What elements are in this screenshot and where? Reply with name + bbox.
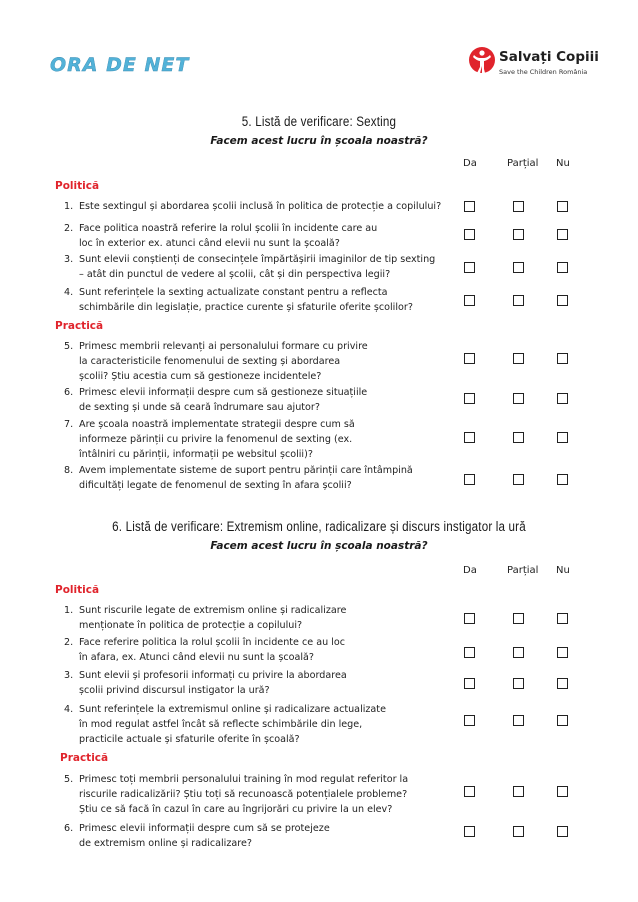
item-number: 3. bbox=[64, 254, 74, 265]
item-text-line: Face politica noastră referire la rolul școlii în incidente care au bbox=[79, 223, 378, 234]
item-text-line: Primesc toți membrii personalului training în mod regulat referitor la bbox=[79, 774, 409, 785]
checkbox-da[interactable] bbox=[464, 262, 475, 273]
checkbox-partial[interactable] bbox=[513, 474, 524, 485]
ora-de-net-logo-text: ORA DE NET bbox=[50, 54, 190, 76]
checkbox-da[interactable] bbox=[464, 715, 475, 726]
checkbox-partial[interactable] bbox=[513, 678, 524, 689]
section5-col-partial: Parțial bbox=[507, 158, 539, 169]
checkbox-partial[interactable] bbox=[513, 786, 524, 797]
checkbox-partial[interactable] bbox=[513, 353, 524, 364]
checkbox-partial[interactable] bbox=[513, 715, 524, 726]
save-the-children-subtitle: Save the Children România bbox=[499, 68, 588, 76]
item-text-line: Sunt riscurile legate de extremism online și radicalizare bbox=[79, 605, 347, 616]
checkbox-da[interactable] bbox=[464, 474, 475, 485]
item-text bbox=[79, 417, 449, 462]
item-text-line: – atât din punctul de vedere al școlii, cât și din perspectiva legii? bbox=[79, 269, 391, 280]
checkbox-partial[interactable] bbox=[513, 826, 524, 837]
section5-col-nu: Nu bbox=[556, 158, 570, 169]
section6-col-nu: Nu bbox=[556, 565, 570, 576]
section6-title: 6. Listă de verificare: Extremism online, radicalizare și discurs instigator la ură bbox=[112, 519, 526, 534]
checkbox-partial[interactable] bbox=[513, 393, 524, 404]
section6-col-partial: Parțial bbox=[507, 565, 539, 576]
item-text bbox=[79, 221, 449, 251]
item-number: 5. bbox=[64, 774, 74, 785]
item-text-line: de extremism online și radicalizare? bbox=[79, 838, 252, 849]
checkbox-nu[interactable] bbox=[557, 229, 568, 240]
checkbox-da[interactable] bbox=[464, 826, 475, 837]
item-text-line: loc în exterior ex. atunci când elevii nu sunt la școală? bbox=[79, 238, 340, 249]
item-text-line: în mod regulat astfel încât să reflecte schimbările din lege, bbox=[79, 719, 363, 730]
checkbox-da[interactable] bbox=[464, 786, 475, 797]
section6-category-practice: Practică bbox=[60, 752, 109, 764]
section5-title: 5. Listă de verificare: Sexting bbox=[241, 114, 397, 129]
item-text-line: Primesc elevii informații despre cum să gestioneze situațiile bbox=[79, 387, 368, 398]
checkbox-nu[interactable] bbox=[557, 262, 568, 273]
checkbox-partial[interactable] bbox=[513, 229, 524, 240]
item-text-line: în afara, ex. Atunci când elevii nu sunt la școală? bbox=[79, 652, 315, 663]
checkbox-da[interactable] bbox=[464, 353, 475, 364]
item-text bbox=[79, 603, 449, 633]
checkbox-nu[interactable] bbox=[557, 613, 568, 624]
item-text-line: schimbările din legislație, practice curente și sfaturile oferite școlilor? bbox=[79, 302, 413, 313]
checkbox-nu[interactable] bbox=[557, 647, 568, 658]
item-number: 2. bbox=[64, 223, 74, 234]
salvati-copiii-brand: Salvați Copiii bbox=[499, 49, 599, 65]
item-text bbox=[79, 702, 449, 747]
item-number: 8. bbox=[64, 465, 74, 476]
item-text-line: Primesc elevii informații despre cum să se protejeze bbox=[79, 823, 330, 834]
checkbox-da[interactable] bbox=[464, 613, 475, 624]
item-text-line: Are școala noastră implementate strategii despre cum să bbox=[79, 419, 355, 430]
item-text-line: Știu ce să facă în cazul în care au îngrijorări cu privire la un elev? bbox=[79, 804, 393, 815]
item-text-line: Sunt elevii conștienți de consecințele împărtășirii imaginilor de tip sexting bbox=[79, 254, 436, 265]
checkbox-nu[interactable] bbox=[557, 295, 568, 306]
item-text bbox=[79, 252, 449, 282]
checkbox-partial[interactable] bbox=[513, 647, 524, 658]
item-number: 4. bbox=[64, 704, 74, 715]
checkbox-partial[interactable] bbox=[513, 432, 524, 443]
item-number: 6. bbox=[64, 387, 74, 398]
item-number: 7. bbox=[64, 419, 74, 430]
checkbox-nu[interactable] bbox=[557, 826, 568, 837]
item-text-line: practicile actuale și sfaturile oferite în școală? bbox=[79, 734, 300, 745]
item-text bbox=[79, 385, 449, 415]
item-text bbox=[79, 772, 449, 817]
checkbox-nu[interactable] bbox=[557, 353, 568, 364]
section6-category-policy: Politică bbox=[55, 584, 100, 596]
checkbox-da[interactable] bbox=[464, 229, 475, 240]
checkbox-nu[interactable] bbox=[557, 715, 568, 726]
checkbox-nu[interactable] bbox=[557, 786, 568, 797]
item-number: 1. bbox=[64, 201, 74, 212]
item-text-line: Avem implementate sisteme de suport pentru părinții care întâmpină bbox=[79, 465, 413, 476]
item-text-line: Sunt referințele la extremismul online și radicalizare actualizate bbox=[79, 704, 386, 715]
checkbox-da[interactable] bbox=[464, 678, 475, 689]
item-text-line: Face referire politica la rolul școlii în incidente ce au loc bbox=[79, 637, 346, 648]
item-number: 2. bbox=[64, 637, 74, 648]
item-text bbox=[79, 668, 449, 698]
item-number: 4. bbox=[64, 287, 74, 298]
checkbox-partial[interactable] bbox=[513, 295, 524, 306]
checkbox-partial[interactable] bbox=[513, 201, 524, 212]
section5-category-policy: Politică bbox=[55, 180, 100, 192]
checkbox-nu[interactable] bbox=[557, 393, 568, 404]
item-number: 6. bbox=[64, 823, 74, 834]
item-text bbox=[79, 463, 449, 493]
item-text-line: Primesc membrii relevanți ai personalului formare cu privire bbox=[79, 341, 368, 352]
ora-de-net-logo bbox=[50, 54, 189, 76]
checkbox-da[interactable] bbox=[464, 432, 475, 443]
checkbox-nu[interactable] bbox=[557, 474, 568, 485]
item-text-line: riscurile radicalizării? Știu toți să recunoască potențialele probleme? bbox=[79, 789, 408, 800]
checkbox-nu[interactable] bbox=[557, 432, 568, 443]
item-text-line: menționate în politica de protecție a copilului? bbox=[79, 620, 303, 631]
checkbox-partial[interactable] bbox=[513, 613, 524, 624]
item-text bbox=[79, 821, 449, 851]
item-text-line: informeze părinții cu privire la fenomenul de sexting (ex. bbox=[79, 434, 353, 445]
checkbox-partial[interactable] bbox=[513, 262, 524, 273]
item-text bbox=[79, 635, 449, 665]
checkbox-nu[interactable] bbox=[557, 678, 568, 689]
item-number: 1. bbox=[64, 605, 74, 616]
checkbox-da[interactable] bbox=[464, 201, 475, 212]
salvati-copiii-emblem-icon bbox=[468, 43, 496, 77]
section5-category-practice: Practică bbox=[55, 320, 104, 332]
section5-subtitle: Facem acest lucru în școala noastră? bbox=[210, 135, 428, 147]
section5-col-da: Da bbox=[463, 158, 477, 169]
checkbox-nu[interactable] bbox=[557, 201, 568, 212]
item-text-line: întâlniri cu părinții, informații pe websitul școlii)? bbox=[79, 449, 313, 460]
item-number: 5. bbox=[64, 341, 74, 352]
item-text-line: Sunt referințele la sexting actualizate constant pentru a reflecta bbox=[79, 287, 388, 298]
item-text-line: Sunt elevii și profesorii informați cu privire la abordarea bbox=[79, 670, 347, 681]
item-text-line: școlii privind discursul instigator la ură? bbox=[79, 685, 270, 696]
checkbox-da[interactable] bbox=[464, 393, 475, 404]
section6-subtitle: Facem acest lucru în școala noastră? bbox=[210, 540, 428, 552]
item-text bbox=[79, 339, 449, 384]
section6-col-da: Da bbox=[463, 565, 477, 576]
item-text-line: dificultăți legate de fenomenul de sexting în afara școlii? bbox=[79, 480, 352, 491]
item-text bbox=[79, 285, 449, 315]
item-number: 3. bbox=[64, 670, 74, 681]
item-text-line: la caracteristicile fenomenului de sexting și abordarea bbox=[79, 356, 341, 367]
item-text bbox=[79, 199, 449, 214]
item-text-line: Este sextingul și abordarea școlii inclusă în politica de protecție a copilului? bbox=[79, 201, 442, 212]
item-text-line: școlii? Știu acestia cum să gestioneze incidentele? bbox=[79, 371, 322, 382]
checkbox-da[interactable] bbox=[464, 647, 475, 658]
item-text-line: de sexting și unde să ceară îndrumare sau ajutor? bbox=[79, 402, 320, 413]
checkbox-da[interactable] bbox=[464, 295, 475, 306]
salvati-copiii-logo bbox=[468, 43, 598, 83]
